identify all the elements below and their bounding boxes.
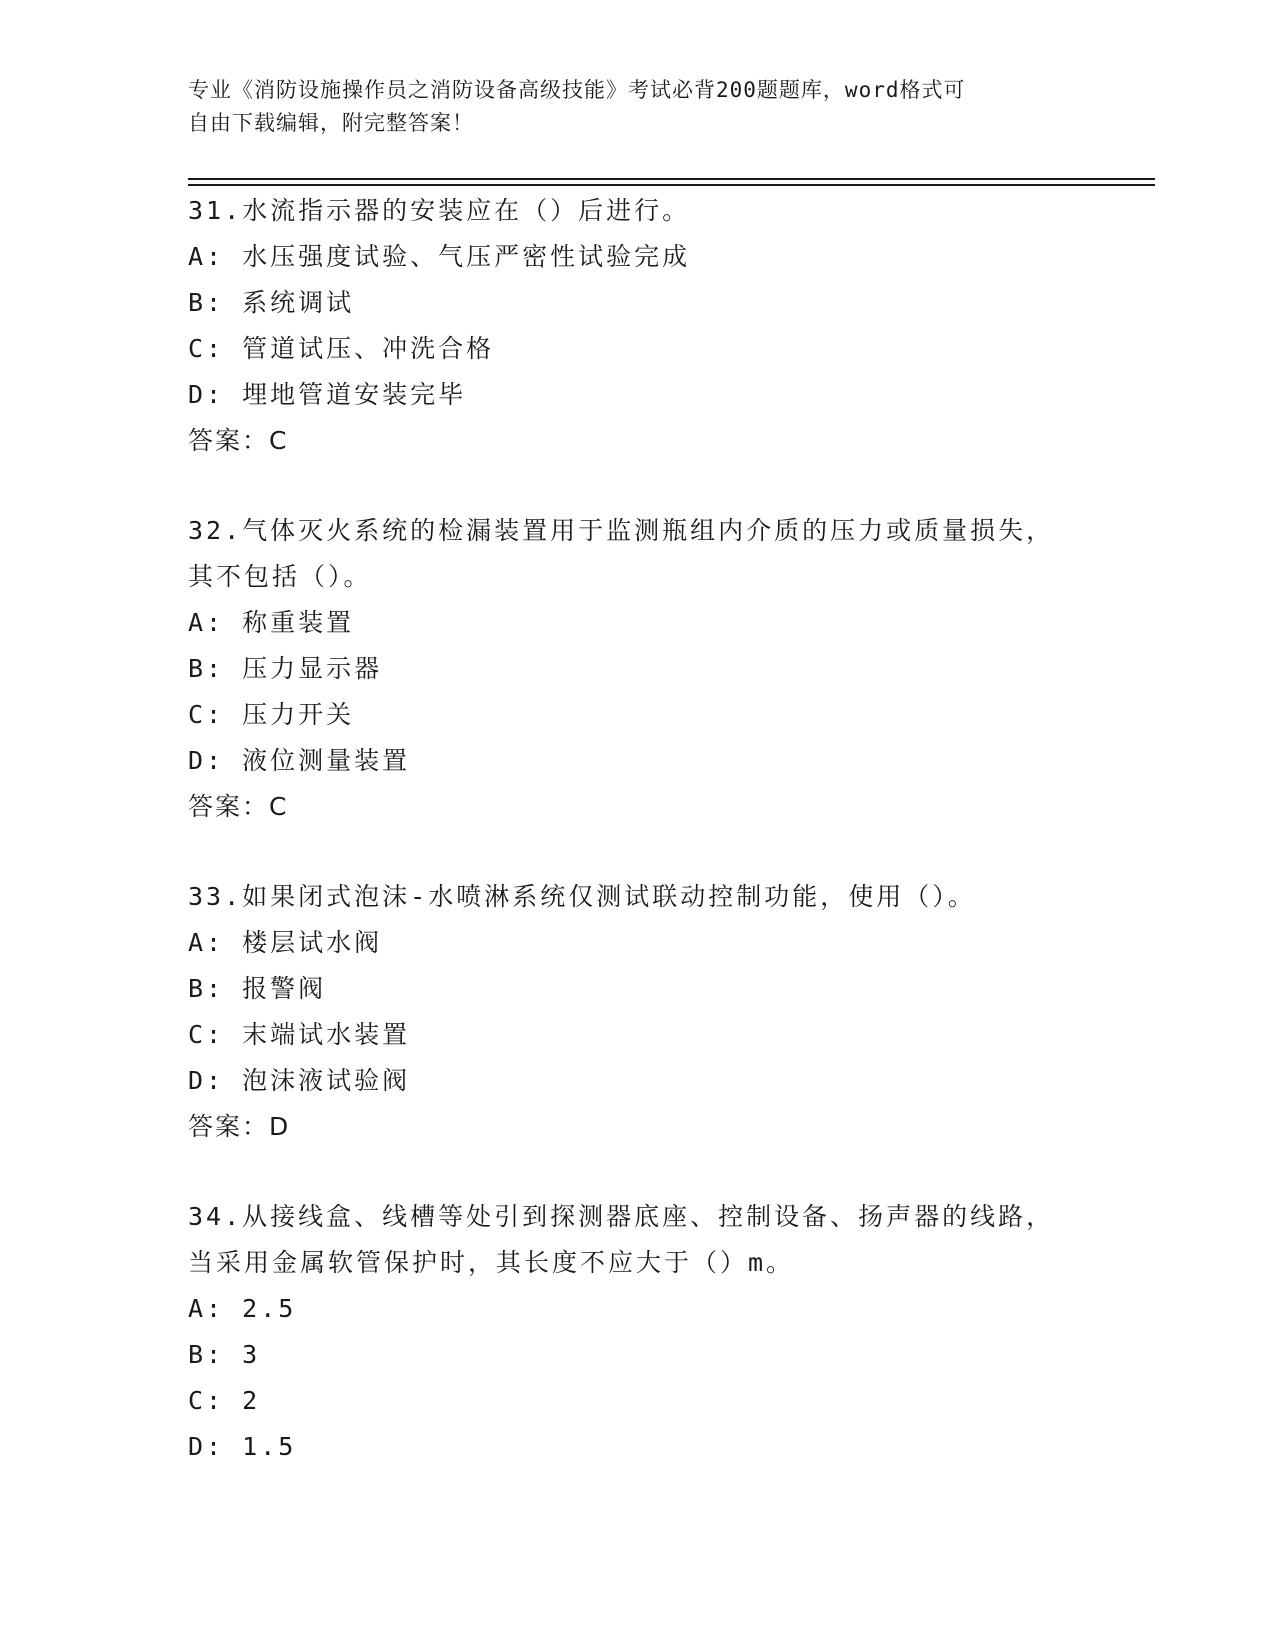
question-34: [188, 1194, 1088, 1470]
option-c: C: 末端试水装置: [188, 1020, 411, 1049]
option-a: A: 水压强度试验、气压严密性试验完成: [188, 242, 691, 271]
question-stem: 32.气体灭火系统的检漏装置用于监测瓶组内介质的压力或质量损失，: [188, 516, 1055, 545]
option-d: D: 泡沫液试验阀: [188, 1066, 411, 1095]
question-stem: 31.水流指示器的安装应在（）后进行。: [188, 196, 691, 225]
question-stem-continued: 其不包括（）。: [188, 562, 372, 591]
answer-label: 答案：C: [188, 792, 289, 821]
header-line-1: 专业《消防设施操作员之消防设备高级技能》考试必背200题题库，word格式可: [188, 78, 966, 102]
question-stem: 33.如果闭式泡沫-水喷淋系统仅测试联动控制功能，使用（）。: [188, 882, 976, 911]
option-d: D: 液位测量装置: [188, 746, 411, 775]
option-a: A: 2.5: [188, 1294, 297, 1323]
option-b: B: 3: [188, 1340, 261, 1369]
option-d: D: 埋地管道安装完毕: [188, 380, 467, 409]
option-c: C: 管道试压、冲洗合格: [188, 334, 495, 363]
option-b: B: 压力显示器: [188, 654, 383, 683]
option-a: A: 称重装置: [188, 608, 355, 637]
header-divider-top: [188, 178, 1155, 180]
question-stem: 34.从接线盒、线槽等处引到探测器底座、控制设备、扬声器的线路，: [188, 1202, 1055, 1231]
question-31: [188, 188, 1088, 464]
option-d: D: 1.5: [188, 1432, 297, 1461]
answer-label: 答案：C: [188, 426, 289, 455]
answer-label: 答案：D: [188, 1112, 291, 1141]
option-a: A: 楼层试水阀: [188, 928, 383, 957]
option-b: B: 报警阀: [188, 974, 327, 1003]
header-line-2: 自由下载编辑，附完整答案！: [188, 111, 474, 135]
document-header: [188, 74, 1068, 140]
header-divider-bottom: [188, 184, 1155, 186]
option-c: C: 压力开关: [188, 700, 355, 729]
option-b: B: 系统调试: [188, 288, 355, 317]
question-stem-continued: 当采用金属软管保护时，其长度不应大于（）m。: [188, 1248, 795, 1277]
question-32: [188, 508, 1088, 830]
option-c: C: 2: [188, 1386, 261, 1415]
question-33: [188, 874, 1088, 1150]
